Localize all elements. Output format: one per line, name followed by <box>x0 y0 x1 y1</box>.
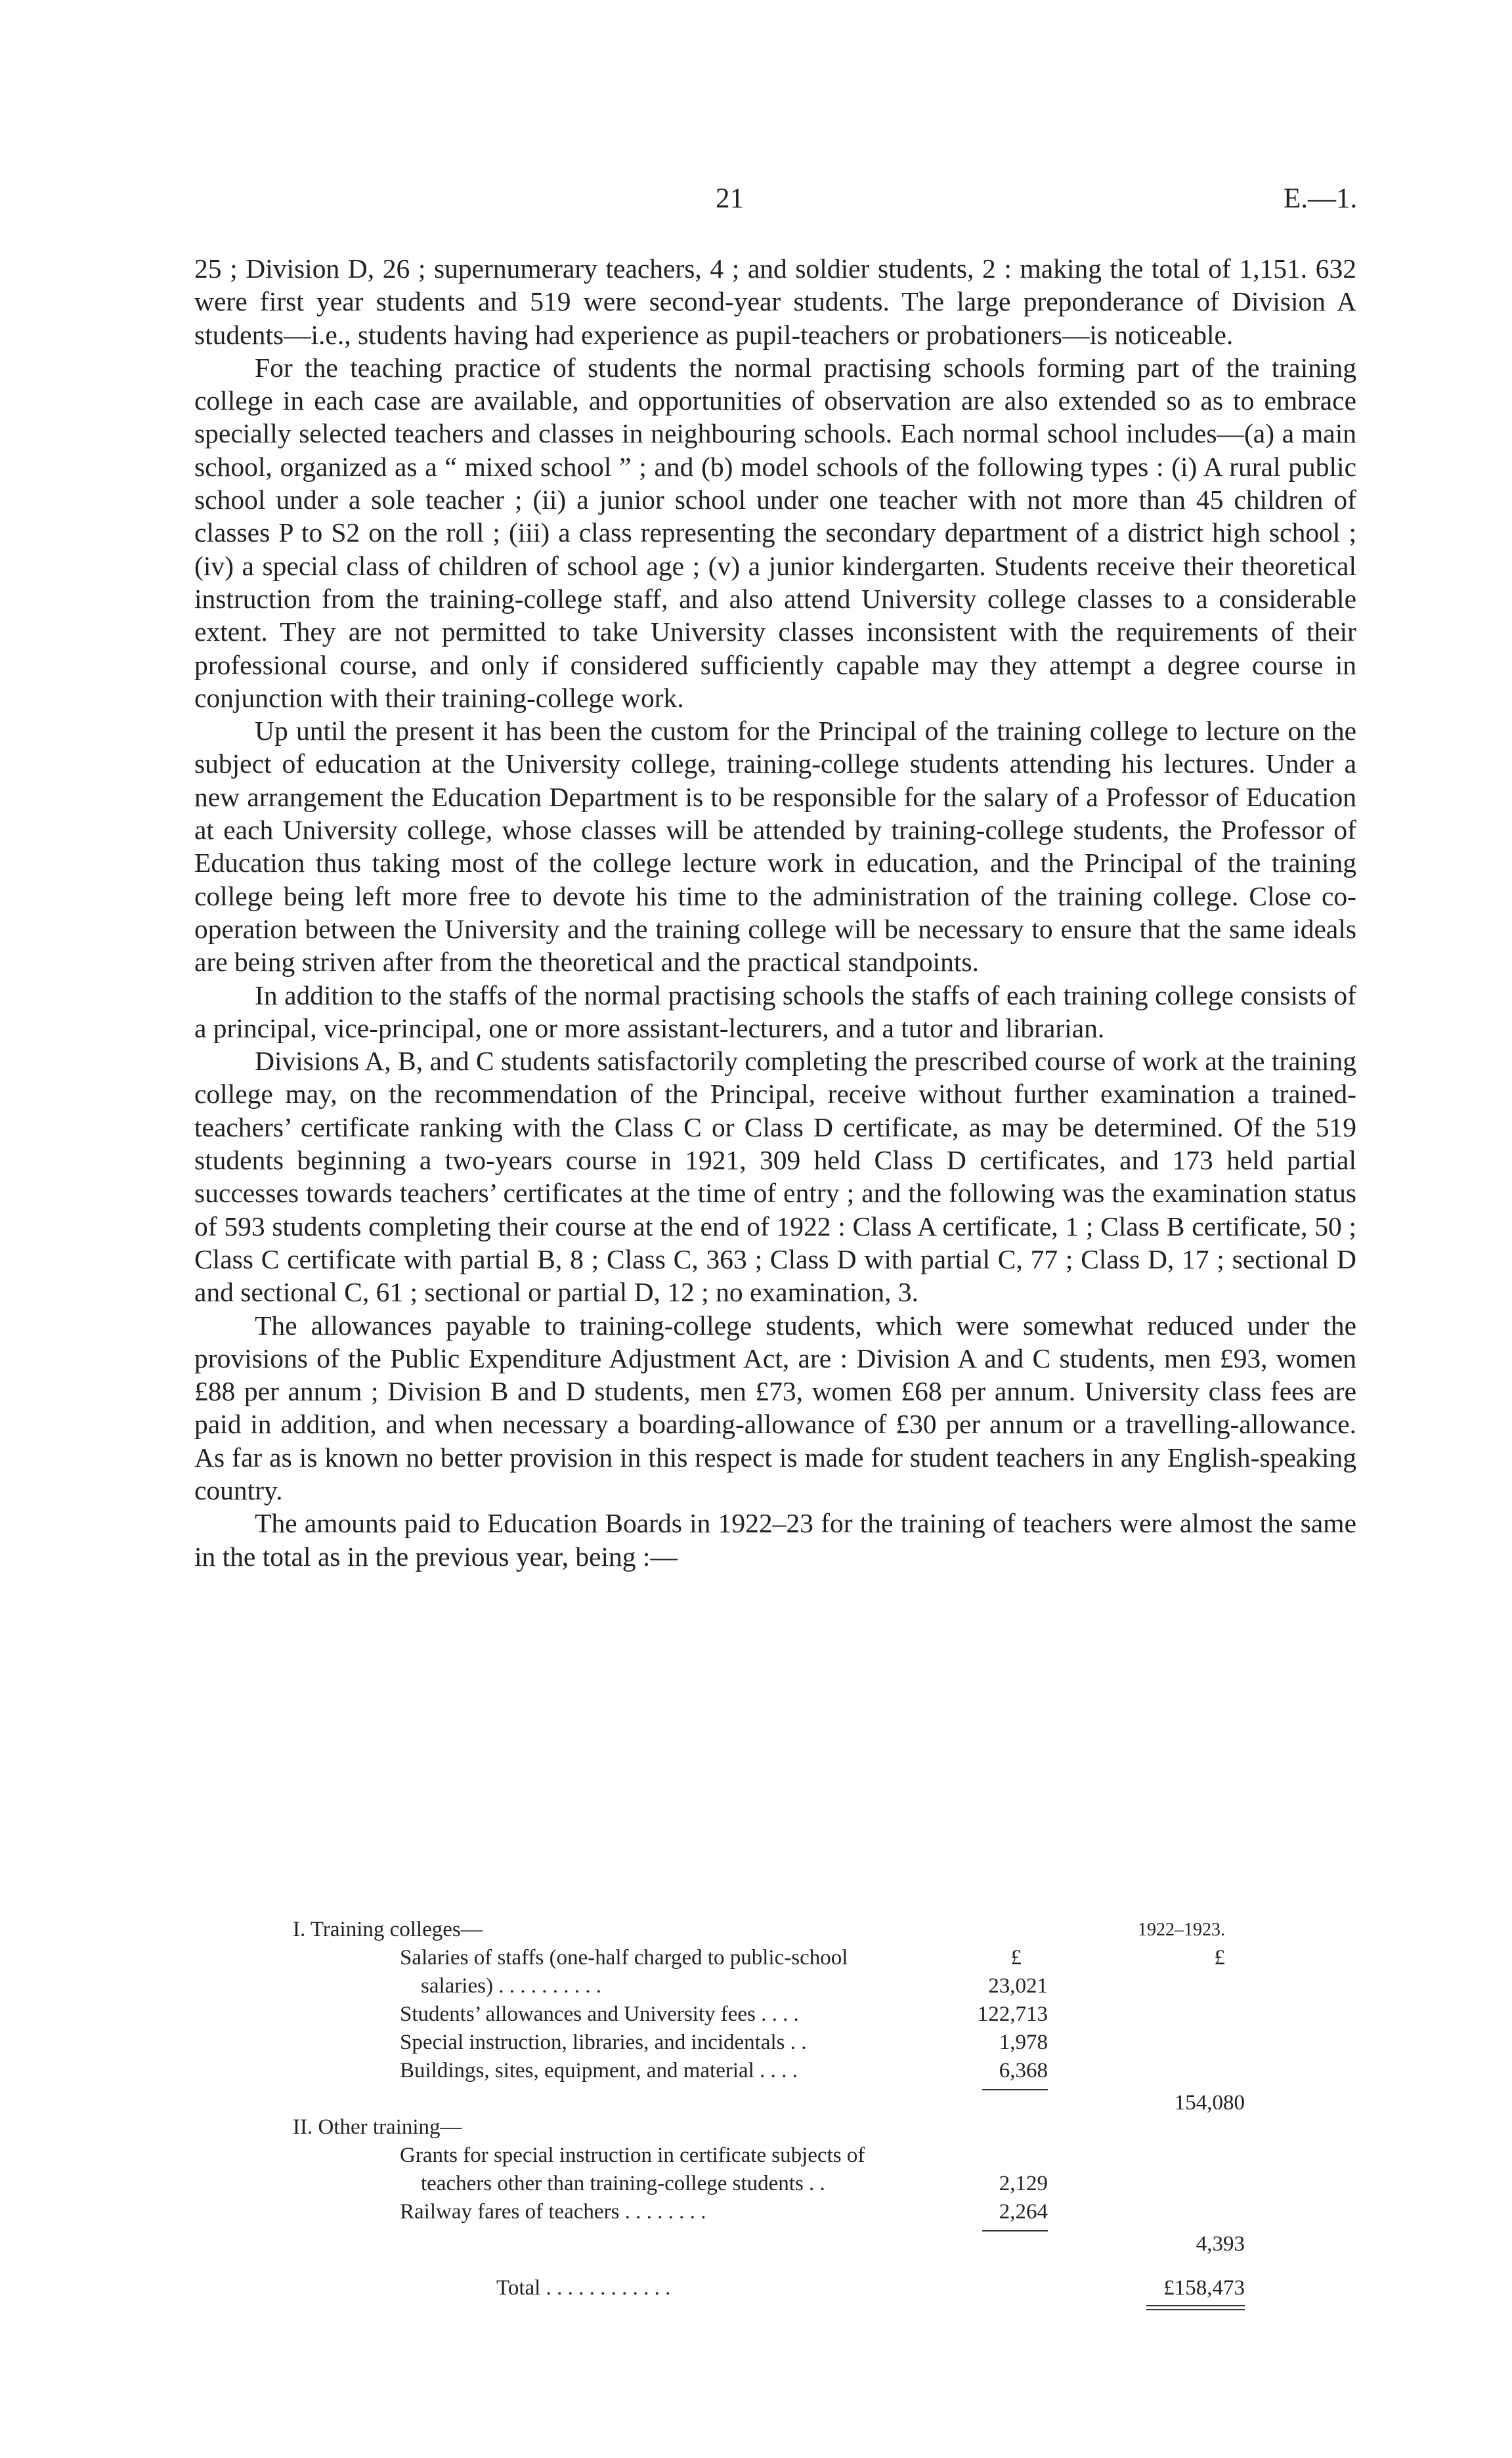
series-reference: E.—1. <box>1284 183 1358 214</box>
subtotal-rule <box>982 2230 1048 2232</box>
total-double-rule <box>1146 2305 1245 2310</box>
section-label: I. Training colleges— <box>293 1918 483 1941</box>
table-row <box>194 2142 1245 2170</box>
table-row-total <box>194 2274 1245 2302</box>
paragraph-1: 25 ; Division D, 26 ; supernumerary teachers, 4 ; and soldier students, 2 : making the total of 1,151. 632 were first year students and 519 were second-year students. The large preponderance of Division A students—i.e., students having had experience as pupil-teachers or probationers—is noticeable. <box>194 253 1356 350</box>
item-amount: 2,264 <box>999 2200 1048 2224</box>
table-row <box>194 2029 1245 2057</box>
item-amount: 1,978 <box>999 2031 1048 2054</box>
table-row <box>194 1972 1245 2000</box>
page-number: 21 <box>716 183 744 214</box>
section-label: II. Other training— <box>293 2115 462 2139</box>
item-label: Salaries of staffs (one-half charged to public-school <box>400 1946 848 1970</box>
section-subtotal: 4,393 <box>1196 2232 1245 2256</box>
currency-symbol: £ <box>1010 1946 1022 1970</box>
spacer <box>194 2254 1245 2274</box>
item-label: Special instruction, libraries, and incidentals . . <box>400 2031 807 2054</box>
item-label: Buildings, sites, equipment, and material . . . . <box>400 2059 798 2082</box>
item-label: Railway fares of teachers . . . . . . . . <box>400 2200 706 2224</box>
item-amount: 2,129 <box>999 2172 1048 2195</box>
table-row <box>194 1944 1245 1972</box>
item-amount: 6,368 <box>999 2059 1048 2082</box>
paragraph-4: In addition to the staffs of the normal practising schools the staffs of each training college consists of a principal, vice-principal, one or more assistant-lecturers, and a tutor and librarian. <box>194 980 1356 1043</box>
paragraph-6: The allowances payable to training-college students, which were somewhat reduced under the provisions of the Public Expenditure Adjustment Act, are : Division A and C students, men £93, women £88 per annum ; Division B and D students, men £73, women £68 per annum. University class fees are paid in addition, and when necessary a boarding-allowance of £30 per annum or a travelling-allowance. As far as is known no better provision in this respect is made for student teachers in any English-speaking country. <box>194 1310 1356 1505</box>
item-label: salaries) . . . . . . . . . . <box>421 1974 601 1998</box>
table-row <box>194 2113 1245 2142</box>
table-row <box>194 2057 1245 2085</box>
year-header: 1922–1923. <box>1138 1920 1225 1940</box>
paragraph-3: Up until the present it has been the custom for the Principal of the training college to lecture on the subject of education at the University college, training-college students attending his lectures. Under a new arrangement the Education Department is to be responsible for the salary of a Professor of Education at each University college, whose classes will be attended by training-college students, the Professor of Education thus taking most of the college lecture work in education, and the Principal of the training college being left more free to devote his time to the administration of the training college. Close co-operation between the University and the training college will be necessary to ensure that the same ideals are being striven after from the theoretical and the practical standpoints. <box>194 716 1356 978</box>
item-label: teachers other than training-college students . . <box>421 2172 825 2195</box>
subtotal-rule <box>982 2089 1048 2090</box>
body-text <box>194 252 1356 1573</box>
table-row <box>194 1916 1245 1944</box>
table-row <box>194 2302 1245 2316</box>
table-row <box>194 2198 1245 2226</box>
item-amount: 122,713 <box>977 2002 1048 2026</box>
paragraph-2: For the teaching practice of students the normal practising schools forming part of the training college in each case are available, and opportunities of observation are also extended so as to embrace specially selected teachers and classes in neighbouring schools. Each normal school includes—(a) a main school, organized as a “ mixed school ” ; and (b) model schools of the following types : (i) A rural public school under a sole teacher ; (ii) a junior school under one teacher with not more than 45 children of classes P to S2 on the roll ; (iii) a class representing the secondary department of a district high school ; (iv) a special class of children of school age ; (v) a junior kindergarten. Students receive their theoretical instruction from the training-college staff, and also attend University college classes to a considerable extent. They are not permitted to take University classes inconsistent with the requirements of their professional course, and only if considered sufficiently capable may they attempt a degree course in conjunction with their training-college work. <box>194 352 1356 713</box>
expenditure-table <box>194 1916 1245 2316</box>
section-subtotal: 154,080 <box>1174 2091 1245 2115</box>
item-label: Grants for special instruction in certificate subjects of <box>400 2144 865 2167</box>
table-row <box>194 2170 1245 2198</box>
item-label: Students’ allowances and University fees . . . . <box>400 2002 799 2026</box>
table-row <box>194 2085 1245 2113</box>
paragraph-7: The amounts paid to Education Boards in 1922–23 for the training of teachers were almost the same in the total as in the previous year, being :— <box>194 1508 1356 1572</box>
item-amount: 23,021 <box>988 1974 1048 1998</box>
total-label: Total . . . . . . . . . . . . <box>496 2276 671 2300</box>
total-amount: £158,473 <box>1163 2276 1245 2300</box>
currency-symbol: £ <box>1214 1946 1225 1970</box>
table-row <box>194 2000 1245 2029</box>
table-row <box>194 2226 1245 2254</box>
paragraph-5: Divisions A, B, and C students satisfactorily completing the prescribed course of work at the training college may, on the recommendation of the Principal, receive without further examination a trained-teachers’ certificate ranking with the Class C or Class D certificate, as may be determined. Of the 519 students beginning a two-years course in 1921, 309 held Class D certificates, and 173 held partial successes towards teachers’ certificates at the time of entry ; and the following was the examination status of 593 students completing their course at the end of 1922 : Class A certificate, 1 ; Class B certificate, 50 ; Class C certificate with partial B, 8 ; Class C, 363 ; Class D with partial C, 77 ; Class D, 17 ; sectional D and sectional C, 61 ; sectional or partial D, 12 ; no examination, 3. <box>194 1046 1356 1308</box>
